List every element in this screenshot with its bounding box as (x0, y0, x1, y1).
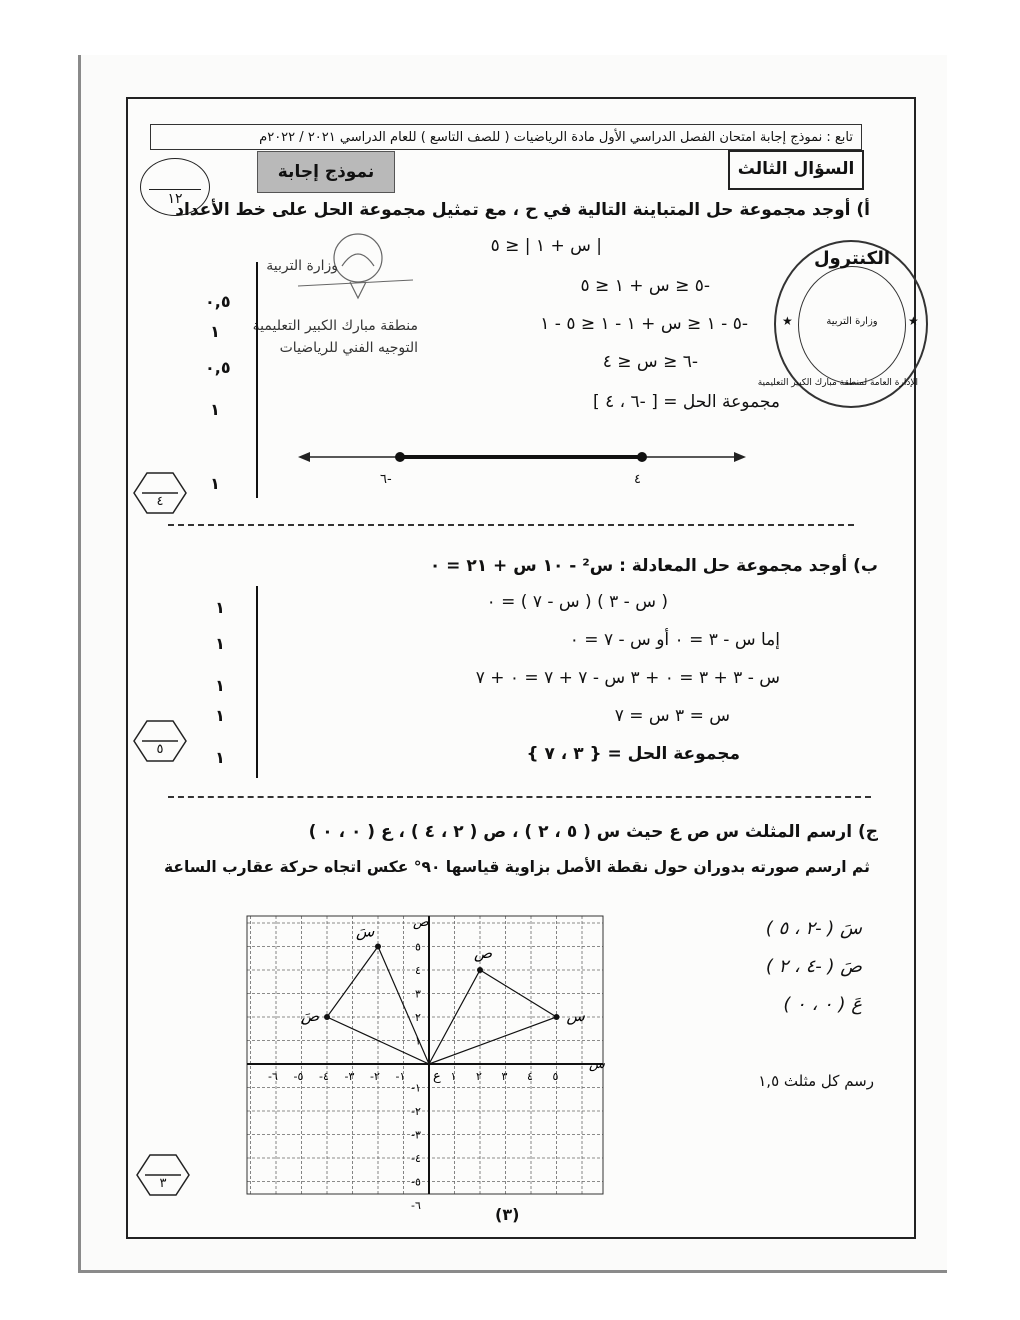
stamp-top-text: الكنترول (813, 248, 891, 269)
question-title: السؤال الثالث (728, 150, 864, 190)
mark: ١ (215, 748, 225, 767)
section-total-hexagon (136, 1154, 190, 1196)
image-point-o: عَ ( ٠ ، ٠ ) (783, 994, 862, 1015)
logo-ministry-text: وزارة التربية (266, 258, 338, 274)
stamp-bottom-text: الإدارة العامة لمنطقة مبارك الكبير التعليمية (757, 378, 918, 388)
x-tick-label: ٢ (476, 1070, 482, 1083)
x-tick-label: ١ (450, 1070, 457, 1083)
vertex-point (324, 1014, 330, 1020)
point-p-image-label: صَ (301, 1007, 320, 1025)
x-tick-label: ٥ (552, 1070, 559, 1083)
part-a-question: أ) أوجد مجموعة حل المتباينة التالية في ح ، مع تمثيل مجموعة الحل على خط الأعداد (175, 200, 870, 220)
part-b-step: س - ٣ + ٣ = ٠ + ٣ س - ٧ + ٧ = ٠ + ٧ (475, 668, 780, 688)
y-tick-label: -٢ (411, 1105, 421, 1118)
marking-note: رسم كل مثلث ١,٥ (758, 1072, 874, 1090)
closed-endpoint-left (395, 452, 405, 462)
vertex-point (477, 967, 483, 973)
part-a-solution: مجموعة الحل = [ -٦ ، ٤ ] (593, 392, 780, 412)
y-tick-label: -٦ (411, 1199, 421, 1212)
page-number: (٣) (495, 1205, 520, 1224)
mark: ٠,٥ (205, 292, 231, 311)
closed-endpoint-right (637, 452, 647, 462)
mark: ١ (215, 634, 225, 653)
control-stamp (757, 240, 928, 408)
star-icon: ★ (908, 314, 919, 328)
y-tick-label: ٥ (415, 940, 421, 954)
part-b-step: س = ٣ س = ٧ (614, 706, 730, 726)
x-tick-label: -١ (395, 1070, 406, 1083)
marks-divider (256, 586, 258, 778)
part-b-step: إما س - ٣ = ٠ أو س - ٧ = ٠ (569, 630, 780, 650)
mark: ١ (210, 400, 220, 419)
numberline-label-right: ٤ (634, 472, 641, 487)
part-c-question-2: ثم ارسم صورته بدوران حول نقطة الأصل بزاوية قياسها ٩٠° عكس اتجاه حركة عقارب الساعة (163, 858, 870, 876)
section-separator (168, 796, 871, 798)
part-b-step: ( س - ٣ ) ( س - ٧ ) = ٠ (486, 592, 668, 612)
point-s-image-label: سَ (356, 922, 375, 941)
section-total-value: ٣ (159, 1176, 167, 1191)
part-a-step: -٦ ≤ س ≤ ٤ (602, 352, 698, 372)
exam-header-line: تابع : نموذج إجابة امتحان الفصل الدراسي الأول مادة الرياضيات ( للصف التاسع ) للعام الدراسي ٢٠٢١ / ٢٠٢٢م (150, 124, 862, 150)
y-tick-label: ١ (415, 1034, 421, 1048)
x-tick-label: -٥ (293, 1070, 304, 1083)
mark: ١ (215, 706, 225, 725)
logo-dept-text: التوجيه الفني للرياضيات (279, 340, 418, 356)
section-separator (168, 524, 854, 526)
x-tick-label: ٤ (527, 1070, 533, 1083)
numberline-label-left: -٦ (380, 472, 392, 487)
vertex-point (375, 944, 381, 950)
part-a-step: -٥ - ١ ≤ س + ١ - ١ ≤ ٥ - ١ (540, 314, 748, 334)
marks-divider (256, 262, 258, 498)
part-b-question: ب) أوجد مجموعة حل المعادلة : س² - ١٠ س + ٢١ = ٠ (429, 556, 878, 576)
coordinate-grid (243, 912, 607, 1212)
y-tick-label: ٢ (415, 1011, 421, 1024)
x-tick-label: -٣ (344, 1070, 355, 1083)
stamp-center-text: وزارة التربية (826, 316, 878, 327)
model-answer-label: نموذج إجابة (257, 151, 395, 193)
part-a-step: | س + ١ | ≤ ٥ (490, 236, 602, 256)
point-s-label: س (566, 1007, 585, 1025)
total-mark-value: ١٢ (167, 191, 183, 207)
point-p-label: ص (474, 944, 493, 962)
mark: ١ (215, 598, 225, 617)
mark: ١ (210, 474, 220, 493)
x-tick-label: ٣ (501, 1070, 508, 1083)
section-total-value: ٤ (156, 494, 164, 509)
mark: ١ (210, 322, 220, 341)
y-tick-label: -٣ (411, 1128, 421, 1142)
image-point-s: سَ ( -٢ ، ٥ ) (765, 918, 862, 939)
section-total-hexagon (133, 720, 187, 762)
vertex-point (554, 1014, 560, 1020)
section-total-hexagon (133, 472, 187, 514)
y-tick-label: -٤ (411, 1152, 421, 1165)
part-c-question: ج) ارسم المثلث س ص ع حيث س ( ٥ ، ٢ ) ، ص ( ٢ ، ٤ ) ، ع ( ٠ ، ٠ ) (308, 822, 878, 842)
x-tick-label: -٢ (370, 1070, 380, 1083)
section-total-value: ٥ (156, 742, 164, 757)
part-a-step: -٥ ≤ س + ١ ≤ ٥ (580, 276, 710, 296)
number-line (296, 440, 748, 484)
mark: ١ (215, 676, 225, 695)
y-tick-label: ٤ (415, 964, 421, 977)
tick-labels (268, 941, 559, 1213)
x-tick-label: -٦ (268, 1070, 278, 1083)
x-axis-label: س (589, 1057, 605, 1072)
y-tick-label: ٣ (415, 987, 421, 1001)
image-point-p: صَ ( -٤ ، ٢ ) (765, 956, 862, 977)
x-tick-label: -٤ (319, 1070, 329, 1083)
triangles (324, 944, 560, 1065)
star-icon: ★ (782, 314, 793, 328)
origin-label: ع (433, 1069, 441, 1084)
part-b-solution: مجموعة الحل = { ٣ ، ٧ } (526, 744, 740, 764)
y-tick-label: -٥ (411, 1175, 421, 1189)
y-tick-label: -١ (411, 1081, 421, 1095)
mark: ٠,٥ (205, 358, 231, 377)
ministry-logo (252, 222, 418, 362)
y-axis-label: ص (413, 915, 429, 930)
logo-region-text: منطقة مبارك الكبير التعليمية (252, 318, 418, 334)
